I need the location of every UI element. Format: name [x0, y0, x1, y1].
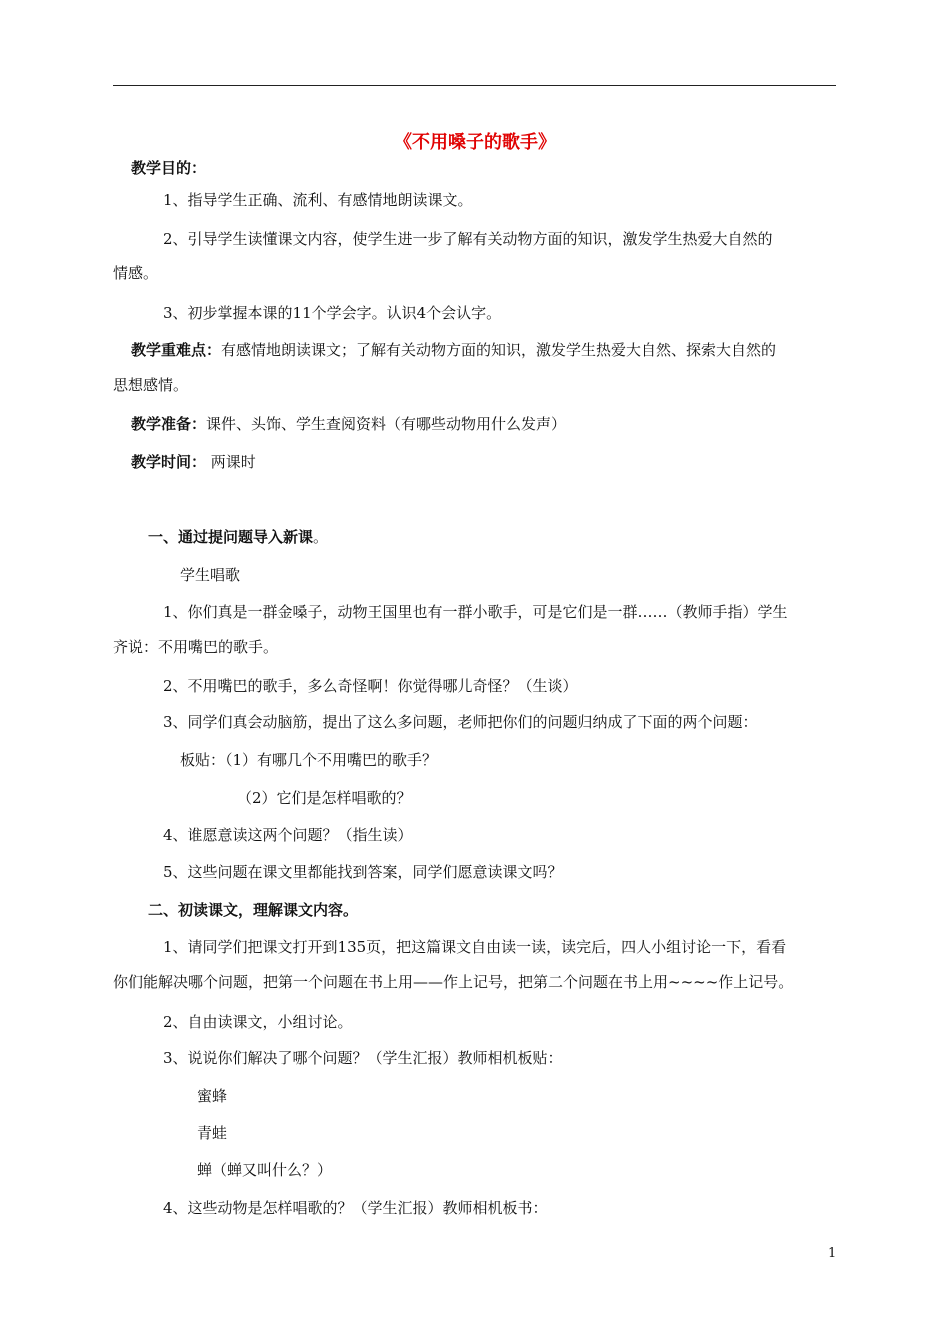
line-text: 2、不用嘴巴的歌手，多么奇怪啊！你觉得哪儿奇怪？（生谈） [163, 677, 578, 695]
text-line [197, 1123, 227, 1143]
line-text: 3、同学们真会动脑筋，提出了这么多问题，老师把你们的问题归纳成了下面的两个问题： [163, 713, 758, 731]
text-line [163, 190, 473, 210]
line-label: 教学重难点： [131, 341, 222, 359]
text-line [197, 1160, 332, 1180]
text-line [113, 637, 278, 657]
line-text: 蜜蜂 [197, 1087, 228, 1105]
text-line [163, 1198, 548, 1218]
line-text: 蝉（蝉又叫什么？） [197, 1161, 333, 1179]
text-line [113, 375, 188, 395]
line-label: 教学准备： [131, 415, 207, 433]
line-text: 青蛙 [197, 1124, 228, 1142]
text-line [163, 602, 788, 622]
line-text: 1、你们真是一群金嗓子，动物王国里也有一群小歌手，可是它们是一群……（教师手指）学生 [163, 603, 788, 621]
text-line [163, 229, 773, 249]
text-line [113, 972, 793, 992]
line-text: 两课时 [206, 453, 256, 471]
text-line [163, 712, 758, 732]
line-text: 4、谁愿意读这两个问题？（指生读） [163, 826, 413, 844]
page-title: 《不用嗓子的歌手》 [394, 132, 556, 153]
text-line [148, 527, 328, 547]
text-line [197, 1086, 227, 1106]
text-line [163, 303, 501, 323]
text-line [163, 825, 413, 845]
line-text: 板贴：（1）有哪几个不用嘴巴的歌手？ [180, 751, 438, 769]
text-line [131, 414, 566, 434]
line-text: 1、请同学们把课文打开到135页，把这篇课文自由读一读，读完后，四人小组讨论一下，看看 [163, 938, 787, 956]
line-label: 教学时间： [131, 453, 207, 471]
text-line [180, 565, 240, 585]
line-text: 2、引导学生读懂课文内容，使学生进一步了解有关动物方面的知识，激发学生热爱大自然的 [163, 230, 773, 248]
line-text: 课件、头饰、学生查阅资料（有哪些动物用什么发声） [206, 415, 567, 433]
text-line [237, 788, 412, 808]
text-line [148, 900, 358, 920]
text-line [163, 862, 563, 882]
line-text: （2）它们是怎样唱歌的？ [237, 789, 412, 807]
line-text: 3、初步掌握本课的11个学会字。认识4个会认字。 [163, 304, 502, 322]
text-line [131, 452, 256, 472]
text-line [131, 340, 776, 360]
text-line [180, 750, 437, 770]
line-text: 齐说：不用嘴巴的歌手。 [113, 638, 279, 656]
line-text: 有感情地朗读课文；了解有关动物方面的知识，激发学生热爱大自然、探索大自然的 [221, 341, 777, 359]
line-text: 你们能解决哪个问题，把第一个问题在书上用——作上记号，把第二个问题在书上用~~~~作上记号。 [113, 973, 794, 991]
line-text: 学生唱歌 [180, 566, 241, 584]
text-line [163, 676, 578, 696]
line-text: 思想感情。 [113, 376, 189, 394]
line-text: 4、这些动物是怎样唱歌的？（学生汇报）教师相机板书： [163, 1199, 548, 1217]
header-rule [113, 85, 836, 86]
line-text: 。 [313, 528, 329, 546]
line-label: 二、初读课文，理解课文内容。 [148, 901, 359, 919]
text-line [131, 158, 206, 178]
text-line [163, 1012, 353, 1032]
text-line [113, 263, 158, 283]
page-number: 1 [828, 1246, 837, 1261]
line-text: 2、自由读课文，小组讨论。 [163, 1013, 353, 1031]
line-text: 3、说说你们解决了哪个问题？（学生汇报）教师相机板贴： [163, 1049, 563, 1067]
line-text: 情感。 [113, 264, 159, 282]
line-label: 一、通过提问题导入新课 [148, 528, 314, 546]
line-label: 教学目的： [131, 159, 207, 177]
text-line [163, 1048, 563, 1068]
line-text: 1、指导学生正确、流利、有感情地朗读课文。 [163, 191, 473, 209]
text-line [163, 937, 786, 957]
line-text: 5、这些问题在课文里都能找到答案，同学们愿意读课文吗？ [163, 863, 563, 881]
